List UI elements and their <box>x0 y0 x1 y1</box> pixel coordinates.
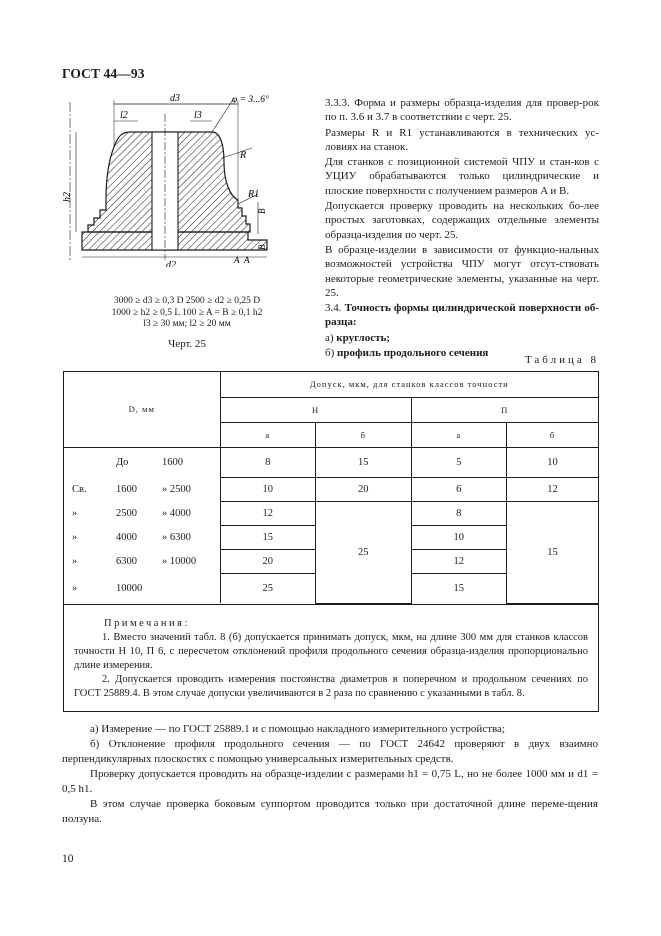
label-l2: l2 <box>120 110 128 121</box>
section-heading <box>325 301 599 330</box>
paragraph: В этом случае проверка боковым суппортом проводится только при достаточной длине переме-щения ползуна. <box>62 798 598 825</box>
formula-line: 1000 ≥ h2 ≥ 0,5 L 100 ≥ A = B ≥ 0,1 h2 <box>111 307 263 318</box>
note: 2. Допускается проводить измерения постоянства диаметров в поперечном и продольном сечениях по ГОСТ 25889.4. В этом случае допуски увеличиваются в 2 раза по сравнению с указанными в табл. 8. <box>74 673 588 699</box>
cell-P-b-merged: 15 <box>507 501 598 603</box>
bottom-text <box>62 722 598 827</box>
cell-N-b-merged: 25 <box>316 501 412 603</box>
paragraph: В образце-изделии в зависимости от функцио-нальных возможностей устройства ЧПУ могут отсут-ствовать некоторые геометрические элементы, указанные на черт. 25. <box>325 243 599 299</box>
cell-P-a: 15 <box>411 573 507 603</box>
cell-N-a: 15 <box>220 525 316 549</box>
cell-P-b: 10 <box>507 447 598 477</box>
tolerance-table <box>63 371 599 712</box>
cell-P-a: 6 <box>411 477 507 501</box>
label-d2: d2 <box>166 260 176 267</box>
paragraph: б) Отклонение профиля продольного сечения — по ГОСТ 24642 проверяют в двух взаимно перпендикулярных плоскостях с помощью универсальных измерительных средств. <box>62 738 598 765</box>
label-R: R <box>240 150 247 161</box>
subcol-a: а <box>220 422 316 447</box>
cell-N-a: 12 <box>220 501 316 525</box>
right-column-text <box>325 96 599 360</box>
paragraph: а) Измерение — по ГОСТ 25889.1 и с помощью накладного измерительного устройства; <box>90 723 505 735</box>
paragraph: Допускается проверку проводить на нескольких бо-лее простых заготовках, содержащих отдельные элементы образца-изделия по черт. 25. <box>325 200 599 241</box>
section-number: 3.4. <box>325 302 342 315</box>
paragraph: Проверку допускается проводить на образце-изделии с размерами h1 = 0,75 L, но не более 1000 мм и d1 = 0,5 h1. <box>62 768 598 795</box>
label-h2: h2 <box>62 192 73 202</box>
label-phi: φ = 3...6° <box>232 95 269 105</box>
technical-drawing <box>62 92 312 267</box>
table-title: Таблица 8 <box>524 354 599 366</box>
page-number: 10 <box>62 853 74 865</box>
note: 1. Вместо значений табл. 8 (б) допускается принимать допуск, мкм, на длине 300 мм для станков классов точности Н 10, П 6, с пересчетом отклонений профиля продольного сечения образца-изделия пропорционально длине измерения. <box>74 631 588 671</box>
label-A-2: A <box>244 255 250 265</box>
formula-line: l3 ≥ 30 мм; l2 ≥ 20 мм <box>143 319 231 329</box>
formula-line: 3000 ≥ d3 ≥ 0,3 D 2500 ≥ d2 ≥ 0,25 D <box>113 296 261 306</box>
paragraph: 3.3.3. Форма и размеры образца-изделия для провер-рок по п. 3.6 и 3.7 в соответствии с черт. 25. <box>325 97 599 124</box>
d-range: » 6300 » 10000 <box>72 555 197 567</box>
list-text: профиль продольного сечения <box>337 347 489 360</box>
document-header: ГОСТ 44—93 <box>62 66 145 81</box>
figure-formulas <box>62 296 312 331</box>
label-R1: R1 <box>248 189 260 200</box>
notes-title: Примечания: <box>104 617 190 629</box>
cell-P-a: 10 <box>411 525 507 549</box>
label-l3: l3 <box>194 110 202 121</box>
list-item <box>325 331 599 345</box>
table-row <box>64 477 598 501</box>
label-B-bottom: B <box>257 244 267 250</box>
d-range: » 10000 <box>72 582 143 594</box>
table-notes <box>64 604 598 711</box>
cell-N-b: 15 <box>316 447 412 477</box>
cell-P-a: 12 <box>411 549 507 573</box>
column-header-D: D, мм <box>128 404 155 415</box>
d-range: Св. 1600 » 2500 <box>72 483 191 495</box>
list-prefix: а) <box>325 331 334 344</box>
paragraph: Для станков с позиционной системой ЧПУ и стан-ков с УЦИУ обрабатываются только цилиндрические и плоские поверхности с получением размеров A и B. <box>325 156 599 197</box>
cell-P-b: 12 <box>507 477 598 501</box>
subcol-b: б <box>316 422 412 447</box>
label-d3: d3 <box>170 93 180 104</box>
column-header-tolerance: Допуск, мкм, для станков классов точности <box>220 372 598 397</box>
paragraph: Размеры R и R1 устанавливаются в технических ус-ловиях на станок. <box>325 126 599 153</box>
list-prefix: б) <box>325 347 335 360</box>
label-B-top: B <box>257 208 267 214</box>
cell-P-a: 8 <box>411 501 507 525</box>
d-range: До 1600 <box>64 447 220 477</box>
cell-N-b: 20 <box>316 477 412 501</box>
cell-N-a: 10 <box>220 477 316 501</box>
d-range: » 2500 » 4000 <box>72 507 191 519</box>
cell-N-a: 8 <box>220 447 316 477</box>
column-header-class-P: П <box>411 397 598 422</box>
cell-P-a: 5 <box>411 447 507 477</box>
list-text: круглость; <box>336 331 390 344</box>
label-A-1: A <box>234 255 240 265</box>
subcol-b: б <box>507 422 598 447</box>
cell-N-a: 20 <box>220 549 316 573</box>
column-header-class-N: Н <box>220 397 411 422</box>
figure-caption: Черт. 25 <box>168 338 206 350</box>
subcol-a: а <box>411 422 507 447</box>
section-title: Точность формы цилиндрической поверхности об-разца: <box>325 302 600 329</box>
cell-N-a: 25 <box>220 573 316 603</box>
table-row <box>64 501 598 525</box>
d-range: » 4000 » 6300 <box>72 531 191 543</box>
table-row <box>64 447 598 477</box>
